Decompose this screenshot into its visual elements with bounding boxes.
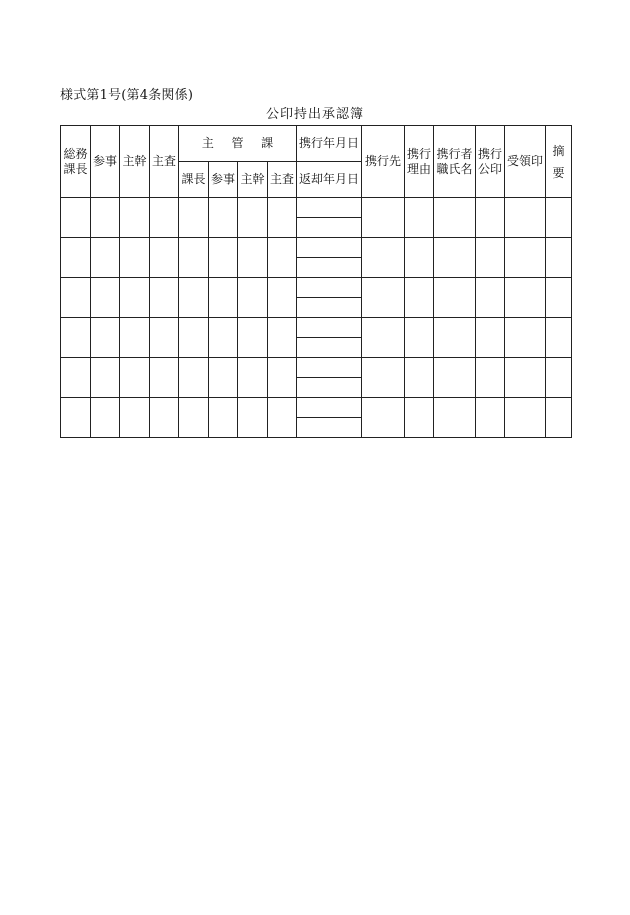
entry-cell xyxy=(91,398,120,438)
entry-cell xyxy=(405,198,434,238)
header-receipt-seal: 受領印 xyxy=(505,126,546,198)
entry-cell xyxy=(546,358,572,398)
entry-cell xyxy=(150,278,179,318)
entry-cell xyxy=(91,358,120,398)
entry-cell xyxy=(150,398,179,438)
header-inspector: 主査 xyxy=(150,126,179,198)
carry-out-date-cell xyxy=(297,318,362,338)
return-date-cell xyxy=(297,258,362,278)
entry-cell xyxy=(476,198,505,238)
return-date-cell xyxy=(297,338,362,358)
entry-cell xyxy=(238,318,268,358)
entry-cell xyxy=(405,278,434,318)
entry-cell xyxy=(405,398,434,438)
entry-cell xyxy=(505,318,546,358)
entry-cell xyxy=(362,398,405,438)
entry-cell xyxy=(405,238,434,278)
entry-cell xyxy=(362,198,405,238)
header-managing-councilor: 参事 xyxy=(209,162,238,198)
entry-cell xyxy=(505,238,546,278)
entry-cell xyxy=(120,278,150,318)
carry-out-date-cell xyxy=(297,198,362,218)
entry-cell xyxy=(476,358,505,398)
entry-cell xyxy=(61,238,91,278)
entry-cell xyxy=(362,278,405,318)
header-row-top xyxy=(61,126,572,162)
entry-cell xyxy=(434,198,476,238)
entry-cell xyxy=(268,238,297,278)
header-general-affairs-chief: 総務 課長 xyxy=(61,126,91,198)
header-return-date: 返却年月日 xyxy=(297,162,362,198)
header-managing-inspector: 主査 xyxy=(268,162,297,198)
carry-out-date-cell xyxy=(297,278,362,298)
entry-cell xyxy=(238,358,268,398)
entry-cell xyxy=(546,278,572,318)
header-reason: 携行 理由 xyxy=(405,126,434,198)
entry-cell xyxy=(546,398,572,438)
header-supervisor: 主幹 xyxy=(120,126,150,198)
entry-cell xyxy=(91,318,120,358)
entry-cell xyxy=(505,198,546,238)
carry-out-date-cell xyxy=(297,358,362,378)
entry-cell xyxy=(268,398,297,438)
entry-cell xyxy=(362,318,405,358)
entry-cell xyxy=(150,198,179,238)
entry-cell xyxy=(179,198,209,238)
entry-cell xyxy=(209,318,238,358)
entry-cell xyxy=(150,318,179,358)
carry-out-date-cell xyxy=(297,238,362,258)
approval-register-table xyxy=(60,125,572,438)
entry-cell xyxy=(476,278,505,318)
entry-cell xyxy=(362,238,405,278)
entry-cell xyxy=(120,238,150,278)
entry-cell xyxy=(238,278,268,318)
entry-cell xyxy=(238,238,268,278)
entry-cell xyxy=(434,318,476,358)
table-row xyxy=(61,318,572,338)
carry-out-date-cell xyxy=(297,398,362,418)
header-councilor: 参事 xyxy=(91,126,120,198)
entry-cell xyxy=(434,358,476,398)
header-remarks: 摘 要 xyxy=(546,126,572,198)
entry-cell xyxy=(61,358,91,398)
entry-cell xyxy=(91,278,120,318)
entry-cell xyxy=(476,318,505,358)
entry-cell xyxy=(179,358,209,398)
entry-cell xyxy=(268,278,297,318)
entry-cell xyxy=(405,358,434,398)
header-managing-supervisor: 主幹 xyxy=(238,162,268,198)
entry-cell xyxy=(268,318,297,358)
table-row xyxy=(61,398,572,418)
entry-cell xyxy=(268,358,297,398)
entry-cell xyxy=(405,318,434,358)
return-date-cell xyxy=(297,218,362,238)
form-number: 様式第1号(第4条関係) xyxy=(60,88,194,103)
entry-cell xyxy=(179,398,209,438)
entry-cell xyxy=(546,198,572,238)
entry-cell xyxy=(61,278,91,318)
entry-cell xyxy=(179,278,209,318)
entry-cell xyxy=(505,278,546,318)
entry-cell xyxy=(238,198,268,238)
return-date-cell xyxy=(297,418,362,438)
entry-cell xyxy=(209,358,238,398)
entry-cell xyxy=(505,358,546,398)
entry-cell xyxy=(150,358,179,398)
entry-cell xyxy=(150,238,179,278)
entry-cell xyxy=(434,278,476,318)
table-row xyxy=(61,238,572,258)
entry-cell xyxy=(209,278,238,318)
entry-cell xyxy=(179,318,209,358)
return-date-cell xyxy=(297,298,362,318)
entry-cell xyxy=(546,318,572,358)
entry-cell xyxy=(434,238,476,278)
entry-cell xyxy=(546,238,572,278)
document-title: 公印持出承認簿 xyxy=(265,107,364,122)
entry-cell xyxy=(120,318,150,358)
entry-cell xyxy=(209,198,238,238)
entry-cell xyxy=(238,398,268,438)
table-row xyxy=(61,198,572,218)
entry-cell xyxy=(120,198,150,238)
entry-cell xyxy=(434,398,476,438)
entry-cell xyxy=(476,398,505,438)
table-row xyxy=(61,278,572,298)
return-date-cell xyxy=(297,378,362,398)
table-row xyxy=(61,358,572,378)
entry-cell xyxy=(476,238,505,278)
header-carry-out-date: 携行年月日 xyxy=(297,126,362,162)
entry-cell xyxy=(91,238,120,278)
entry-rows xyxy=(61,198,572,438)
entry-cell xyxy=(268,198,297,238)
header-managing-chief: 課長 xyxy=(179,162,209,198)
entry-cell xyxy=(209,398,238,438)
header-carrier: 携行者 職氏名 xyxy=(434,126,476,198)
entry-cell xyxy=(179,238,209,278)
entry-cell xyxy=(91,198,120,238)
entry-cell xyxy=(505,398,546,438)
header-managing-dept: 主 管 課 xyxy=(179,126,297,162)
entry-cell xyxy=(209,238,238,278)
entry-cell xyxy=(120,358,150,398)
header-seal: 携行 公印 xyxy=(476,126,505,198)
entry-cell xyxy=(61,318,91,358)
header-destination: 携行先 xyxy=(362,126,405,198)
entry-cell xyxy=(362,358,405,398)
entry-cell xyxy=(61,198,91,238)
entry-cell xyxy=(61,398,91,438)
entry-cell xyxy=(120,398,150,438)
